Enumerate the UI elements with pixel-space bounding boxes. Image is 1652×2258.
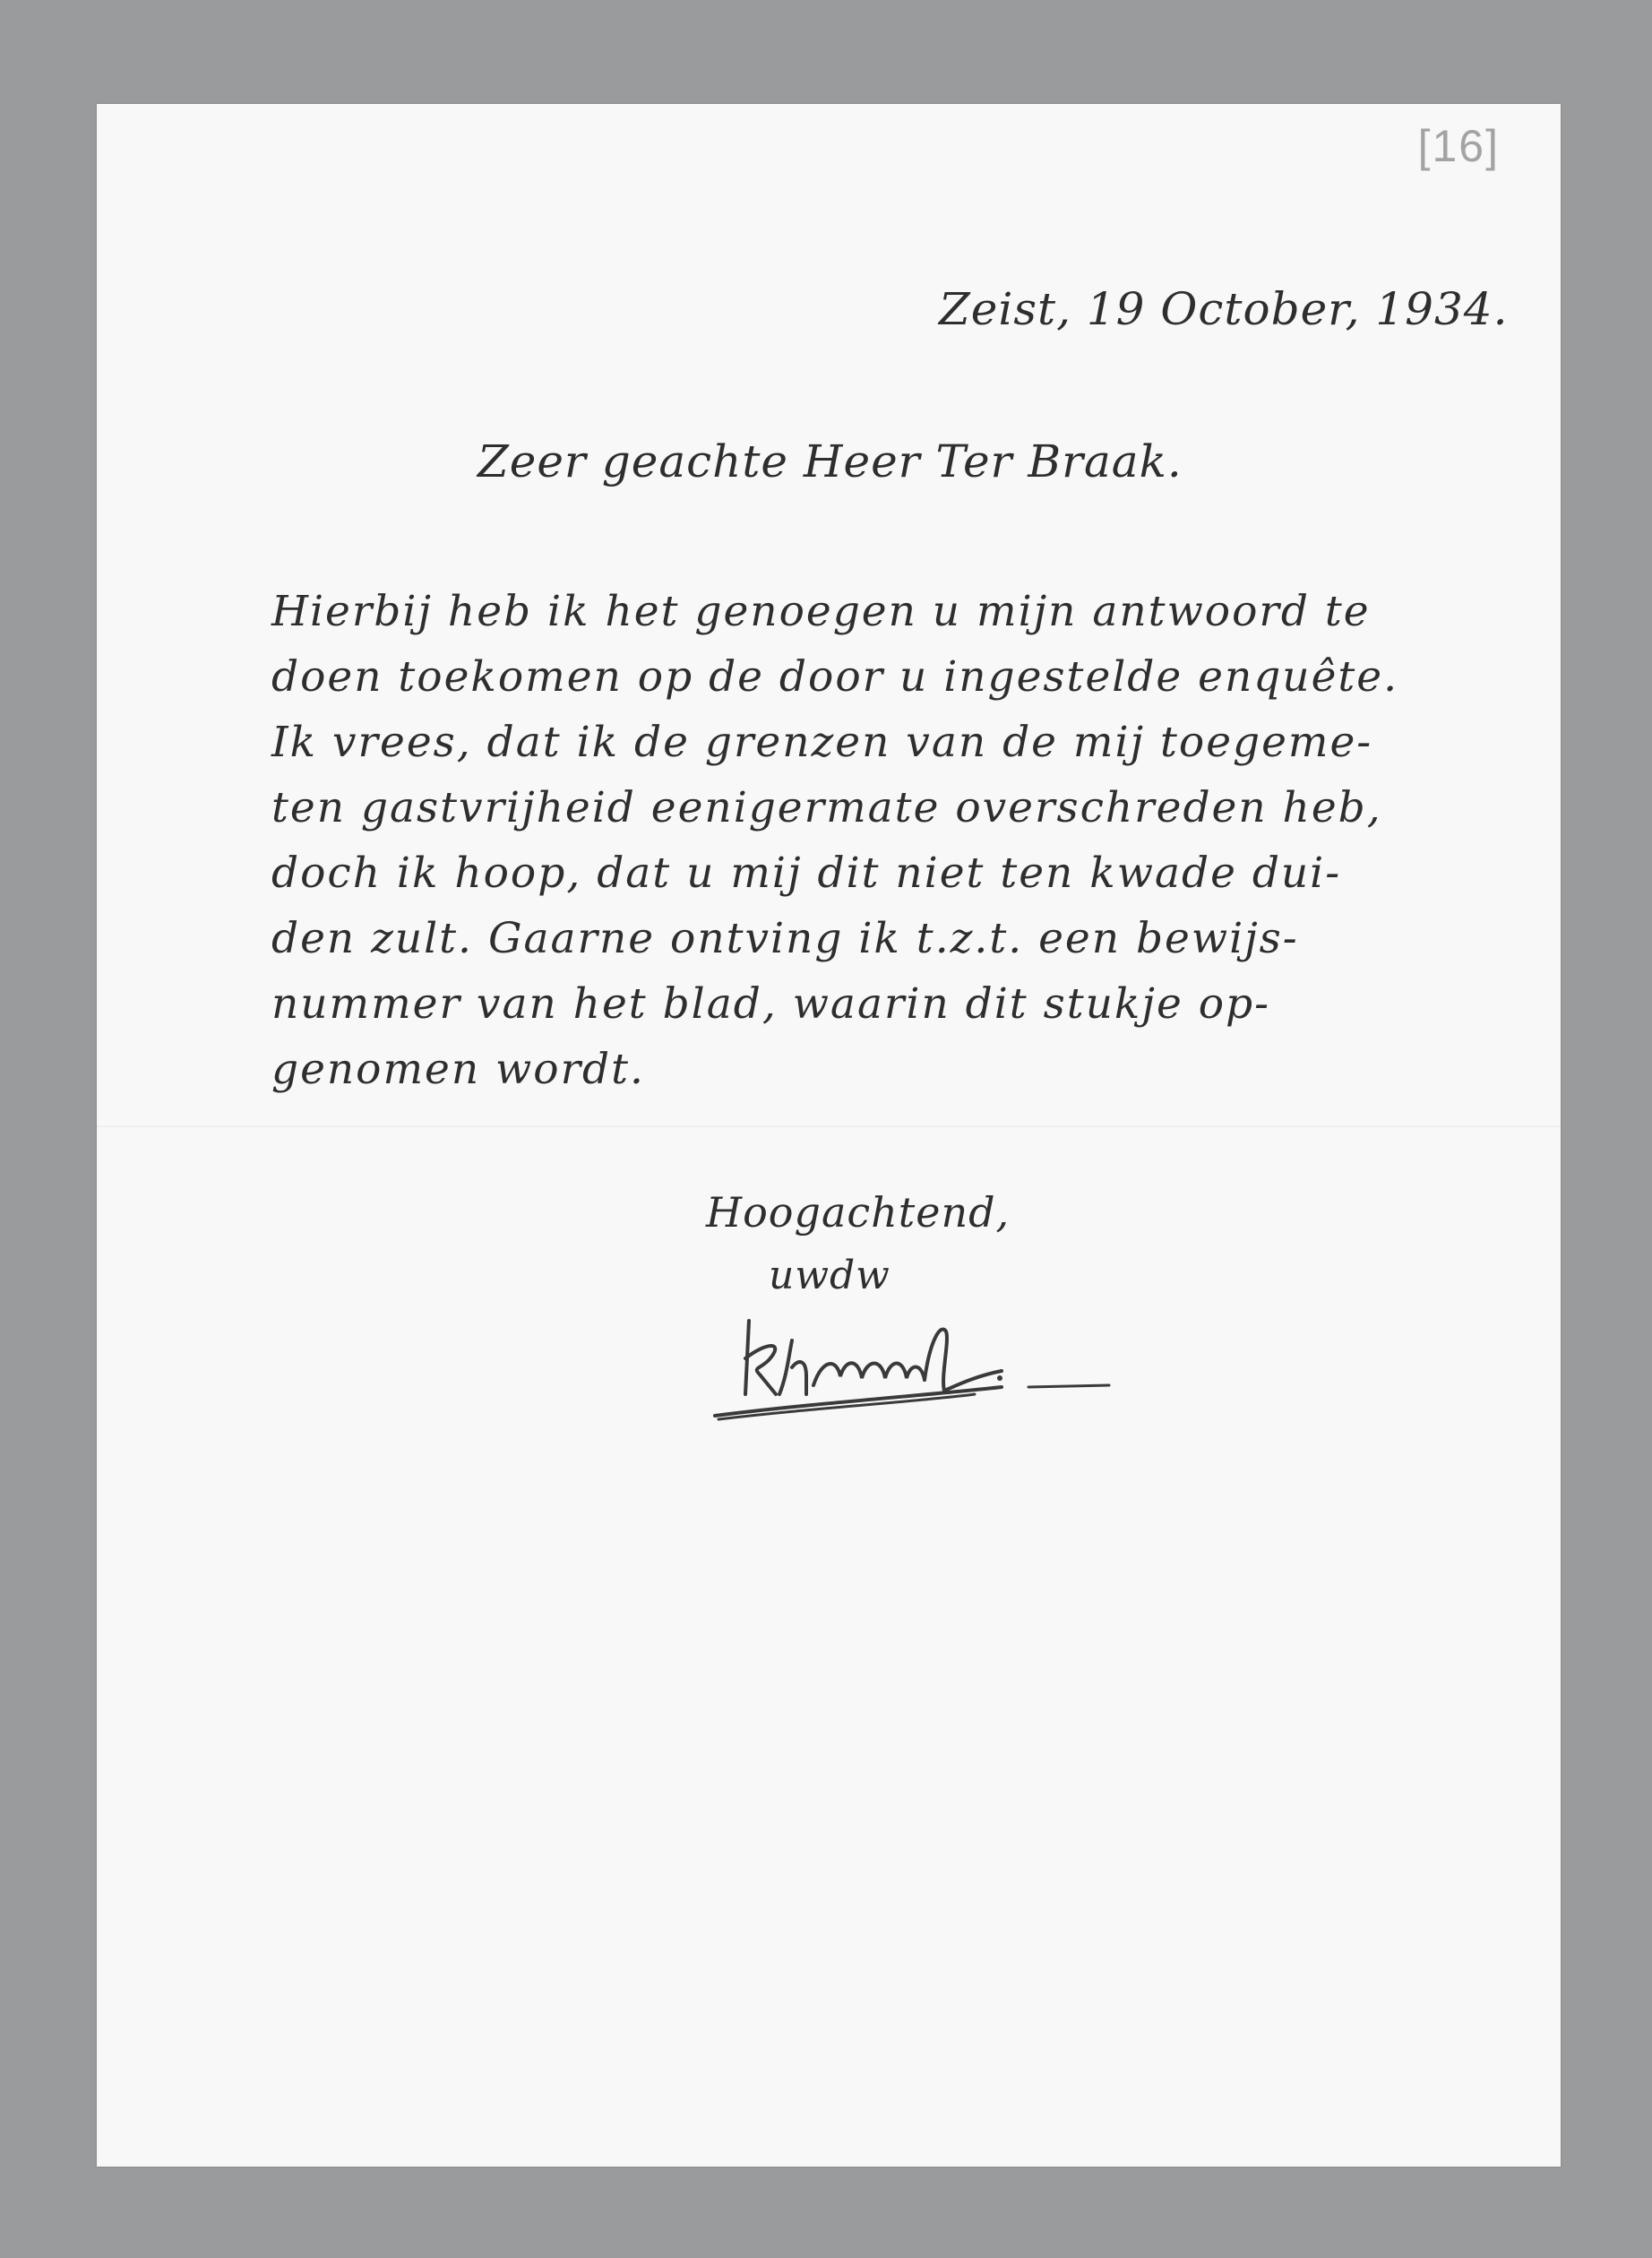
salutation: Zeer geachte Heer Ter Braak. [478,435,1183,487]
date-line: Zeist, 19 October, 1934. [939,283,1509,335]
letter-body [271,579,1398,1102]
body-line: Ik vrees, dat ik de grenzen van de mij toegeme- [271,718,1373,767]
body-line: nummer van het blad, waarin dit stukje op- [271,979,1270,1029]
fold-line [97,1125,1561,1127]
body-line: Hierbij heb ik het genoegen u mijn antwoord te [271,587,1371,636]
archive-number: [16] [1417,121,1500,171]
body-line: doen toekomen op de door u ingestelde enquête. [271,652,1399,702]
body-line: den zult. Gaarne ontving ik t.z.t. een bewijs- [271,914,1299,963]
signature-image [706,1305,1127,1421]
letter-sheet [97,104,1561,2167]
body-line: doch ik hoop, dat u mij dit niet ten kwade dui- [271,849,1342,898]
closing: Hoogachtend, [706,1188,1011,1237]
body-line: ten gastvrijheid eenigermate overschreden heb, [271,783,1382,832]
closing-2: uwdw [769,1253,891,1298]
body-line: genomen wordt. [271,1045,645,1094]
